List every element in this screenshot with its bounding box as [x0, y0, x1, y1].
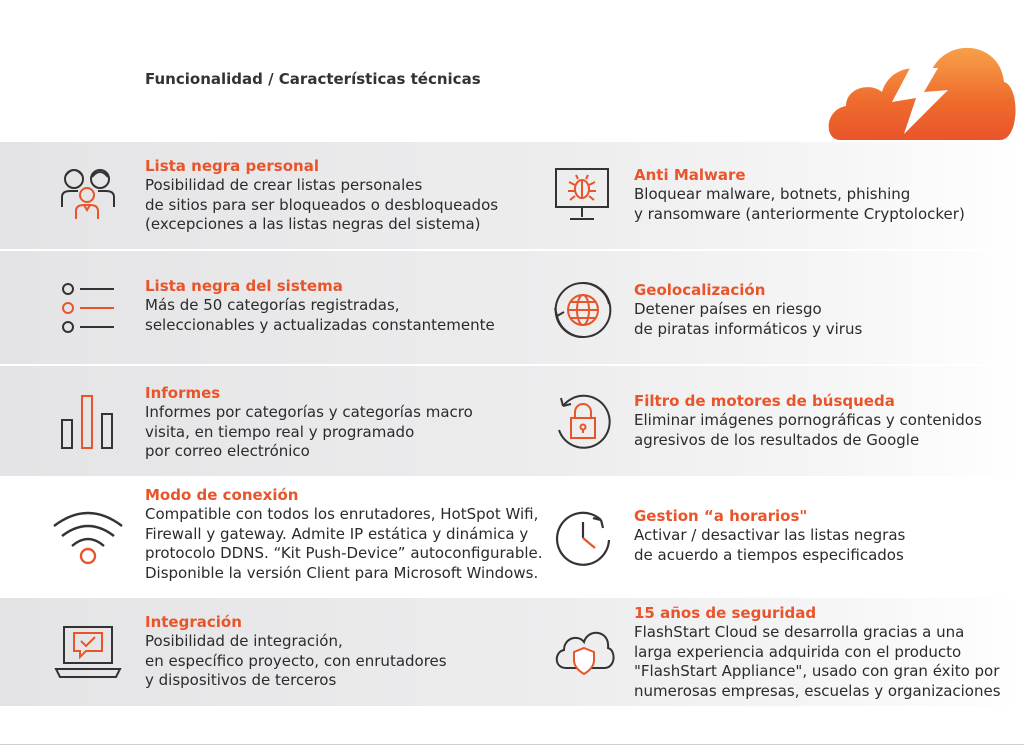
feature-integration [145, 613, 545, 691]
users-icon [58, 163, 118, 223]
feature-schedule-management [634, 507, 1019, 565]
wifi-icon [52, 510, 124, 566]
feature-title: Geolocalización [634, 281, 766, 299]
feature-title: 15 años de seguridad [634, 604, 817, 622]
feature-title: Lista negra personal [145, 157, 319, 175]
feature-title: Gestion “a horarios" [634, 507, 808, 525]
feature-description: Bloquear malware, botnets, phishing y ransomware (anteriormente Cryptolocker) [634, 185, 965, 223]
feature-description: Detener países en riesgo de piratas informáticos y virus [634, 300, 863, 338]
bar-chart-icon [60, 394, 116, 450]
feature-title: Modo de conexión [145, 486, 299, 504]
feature-description: Más de 50 categorías registradas, seleccionables y actualizadas constantemente [145, 296, 495, 334]
feature-title: Integración [145, 613, 242, 631]
feature-description: FlashStart Cloud se desarrolla gracias a una larga experiencia adquirida con el producto "FlashStart Appliance", usado con gran éxito por numerosas empresas, escuelas y organizaciones [634, 623, 1001, 700]
feature-title: Informes [145, 384, 221, 402]
laptop-check-icon [54, 625, 122, 681]
monitor-bug-icon [554, 167, 610, 223]
bottom-divider [0, 744, 1024, 745]
clock-icon [553, 508, 613, 568]
feature-system-blacklist [145, 277, 545, 335]
page-title: Funcionalidad / Características técnicas [145, 70, 481, 88]
feature-15-years-security [634, 604, 1019, 701]
feature-search-engine-filter [634, 392, 1019, 450]
feature-description: Posibilidad de integración, en específico proyecto, con enrutadores y dispositivos de terceros [145, 632, 447, 689]
feature-geolocation [634, 281, 1019, 339]
feature-description: Compatible con todos los enrutadores, HotSpot Wifi, Firewall y gateway. Admite IP estática y dinámica y protocolo DDNS. “Kit Push-Device” autoconfigurable. Disponible la versión Client para Microsoft Windows. [145, 505, 543, 582]
feature-anti-malware [634, 166, 1019, 224]
feature-reports [145, 384, 545, 462]
feature-title: Anti Malware [634, 166, 746, 184]
feature-connection-mode [145, 486, 545, 583]
feature-personal-blacklist [145, 157, 545, 235]
globe-icon [553, 280, 613, 340]
feature-description: Eliminar imágenes pornográficas y contenidos agresivos de los resultados de Google [634, 411, 982, 449]
list-icon [60, 283, 116, 335]
feature-title: Lista negra del sistema [145, 277, 343, 295]
lock-refresh-icon [553, 392, 613, 452]
feature-description: Informes por categorías y categorías macro visita, en tiempo real y programado por correo electrónico [145, 403, 473, 460]
feature-description: Posibilidad de crear listas personales de sitios para ser bloqueados o desbloqueados (excepciones a las listas negras del sistema) [145, 176, 499, 233]
feature-title: Filtro de motores de búsqueda [634, 392, 895, 410]
feature-description: Activar / desactivar las listas negras de acuerdo a tiempos especificados [634, 526, 906, 564]
cloud-shield-icon [552, 626, 616, 676]
